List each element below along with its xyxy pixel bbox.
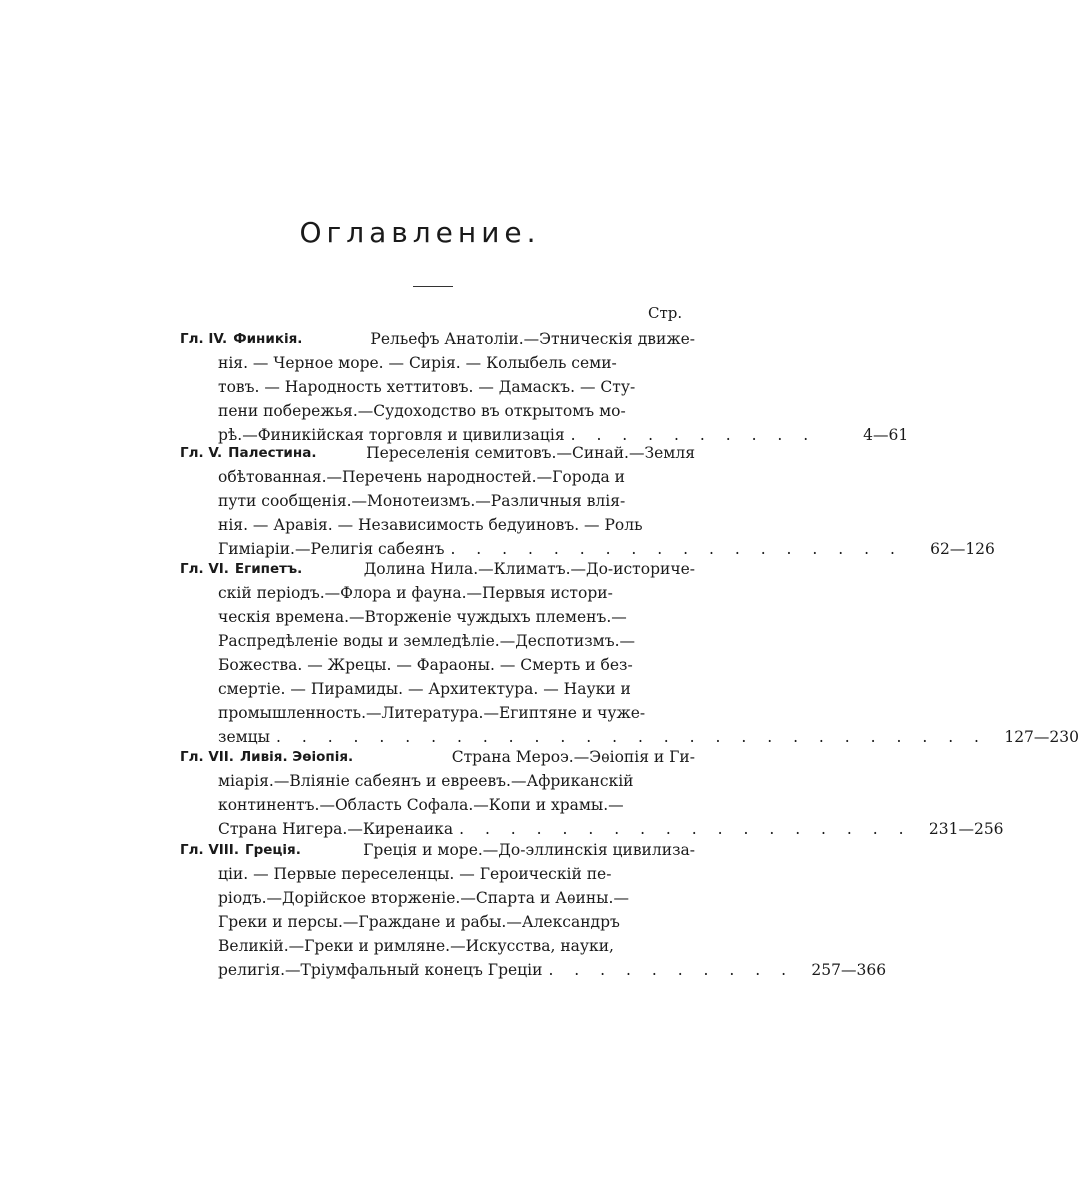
chapter-number: Гл. VII.	[180, 749, 234, 765]
toc-entry-chapter-6	[180, 557, 1079, 749]
toc-line: нія. — Черное море. — Сирія. — Колыбель семи-	[218, 354, 617, 372]
toc-line: обѣтованная.—Перечень народностей.—Города и	[218, 468, 626, 486]
toc-line: Божества. — Жрецы. — Фараоны. — Смерть и без-	[218, 656, 633, 674]
toc-text: Рельефъ Анатоліи.—Этническія движе-	[370, 330, 695, 348]
toc-line: промышленность.—Литература.—Египтяне и чуже-	[218, 704, 646, 722]
toc-line: ческія времена.—Вторженіе чуждыхъ племенъ.—	[218, 608, 627, 626]
chapter-heading: Ливія. Эѳіопія.	[239, 749, 354, 765]
toc-line	[180, 441, 695, 465]
chapter-number: Гл. VI.	[180, 561, 229, 577]
dot-leader: . . . . . . . . . . . . . . . . . . . . . . . . . . . .	[276, 728, 987, 746]
chapter-lead	[180, 838, 301, 862]
toc-entry-chapter-8	[180, 838, 887, 982]
toc-line: смертіе. — Пирамиды. — Архитектура. — Науки и	[218, 680, 631, 698]
page-column-label: Стр.	[648, 304, 683, 322]
chapter-lead	[180, 327, 302, 351]
toc-line: ріодъ.—Дорійское вторженіе.—Спарта и Аѳины.—	[218, 889, 629, 907]
toc-entry-chapter-7	[180, 745, 1004, 841]
chapter-lead	[180, 441, 316, 465]
toc-text: Страна Нигера.—Киренаика	[218, 820, 454, 838]
chapter-lead	[180, 557, 302, 581]
page-range: 127—230	[1004, 728, 1079, 746]
toc-text: религія.—Тріумфальный конецъ Греціи	[218, 961, 543, 979]
toc-line: Великій.—Греки и римляне.—Искусства, науки,	[218, 937, 614, 955]
toc-text: Долина Нила.—Климатъ.—До-историче-	[363, 560, 695, 578]
page-title: Оглавление.	[299, 216, 541, 249]
chapter-heading: Палестина.	[228, 445, 317, 461]
toc-line	[180, 557, 695, 581]
toc-line: пути сообщенія.—Монотеизмъ.—Различныя влія-	[218, 492, 626, 510]
toc-line	[180, 327, 695, 351]
toc-line: Греки и персы.—Граждане и рабы.—Александръ	[218, 913, 620, 931]
toc-line-last	[180, 958, 887, 982]
toc-line: скій періодъ.—Флора и фауна.—Первыя истори-	[218, 584, 613, 602]
toc-text: Страна Мероэ.—Эѳіопія и Ги-	[451, 748, 695, 766]
page-range: 231—256	[928, 820, 1004, 838]
toc-line: міарія.—Вліяніе сабеянъ и евреевъ.—Африканскій	[218, 772, 634, 790]
toc-line: ціи. — Первые переселенцы. — Героическій пе-	[218, 865, 612, 883]
toc-line: Распредѣленіе воды и земледѣліе.—Деспотизмъ.—	[218, 632, 636, 650]
toc-line: товъ. — Народность хеттитовъ. — Дамаскъ. — Сту-	[218, 378, 636, 396]
chapter-lead	[180, 745, 353, 769]
toc-text: Переселенія семитовъ.—Синай.—Земля	[366, 444, 695, 462]
chapter-heading: Финикія.	[233, 331, 303, 347]
toc-text: Гимiаріи.—Религія сабеянъ	[218, 540, 445, 558]
page-range: 257—366	[811, 961, 887, 979]
toc-text: рѣ.—Финикійская торговля и цивилизація	[218, 426, 565, 444]
toc-text: земцы	[218, 728, 270, 746]
toc-line	[180, 745, 695, 769]
toc-entry-chapter-4	[180, 327, 909, 447]
toc-text: Греція и море.—До-эллинскія цивилиза-	[363, 841, 695, 859]
chapter-number: Гл. VIII.	[180, 842, 239, 858]
toc-entry-chapter-5	[180, 441, 995, 561]
toc-line	[180, 838, 695, 862]
toc-line: пени побережья.—Судоходство въ открытомъ мо-	[218, 402, 626, 420]
page-range: 62—126	[930, 540, 995, 558]
dot-leader: . . . . . . . . . .	[548, 961, 795, 979]
dot-leader: . . . . . . . . . . . . . . . . . .	[450, 540, 903, 558]
page-range: 4—61	[863, 426, 909, 444]
chapter-heading: Египетъ.	[234, 561, 303, 577]
toc-line: нія. — Аравія. — Независимость бедуиновъ. — Роль	[218, 516, 643, 534]
chapter-heading: Греція.	[244, 842, 301, 858]
chapter-number: Гл. IV.	[180, 331, 228, 347]
chapter-number: Гл. V.	[180, 445, 223, 461]
toc-line: континентъ.—Область Софала.—Копи и храмы.—	[218, 796, 624, 814]
title-divider	[413, 286, 453, 287]
dot-leader: . . . . . . . . . . . . . . . . . .	[459, 820, 912, 838]
dot-leader: . . . . . . . . . .	[570, 426, 817, 444]
